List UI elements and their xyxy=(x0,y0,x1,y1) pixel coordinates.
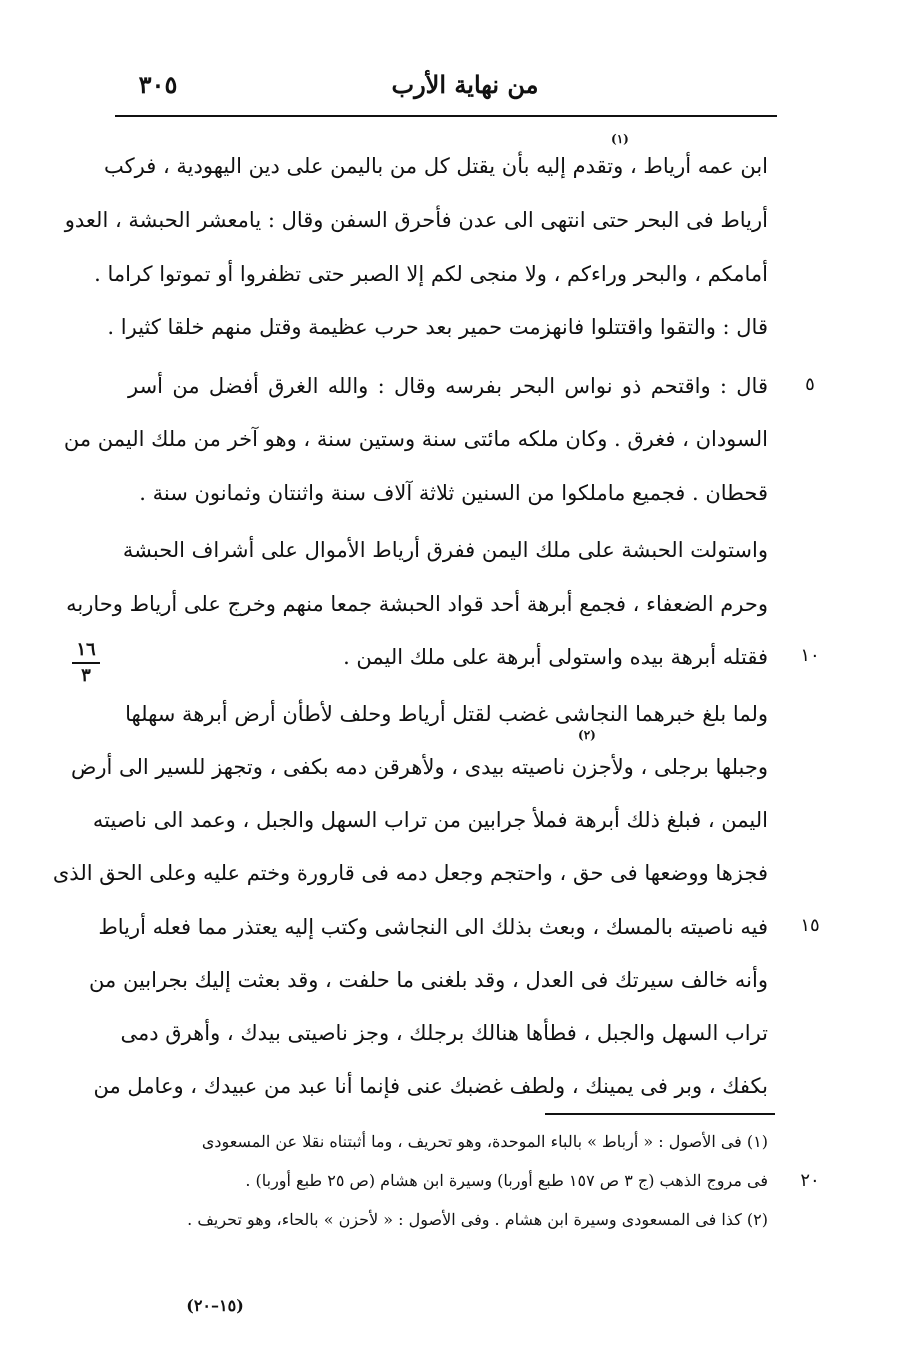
margin-line-number-10: ١٠ xyxy=(800,645,820,666)
body-line-1: ابن عمه أرياط ، وتقدم إليه بأن يقتل كل من باليمن على دين اليهودية ، فركب xyxy=(104,154,768,178)
body-line-4: قال : والتقوا واقتتلوا فانهزمت حمير بعد حرب عظيمة وقتل منهم خلقا كثيرا . xyxy=(107,315,768,339)
body-line-10: فقتله أبرهة بيده واستولى أبرهة على ملك اليمن . xyxy=(343,645,768,669)
body-line-9: وحرم الضعفاء ، فجمع أبرهة أحد قواد الحبشة جمعا منهم وخرج على أرياط وحاربه xyxy=(66,592,768,616)
footnote-ref-1: (١) xyxy=(611,132,629,146)
header-divider xyxy=(115,115,777,117)
margin-line-number-15: ١٥ xyxy=(800,915,820,936)
printer-signature: (١٥–٢٠) xyxy=(186,1296,244,1315)
signature-mark xyxy=(68,640,104,686)
body-line-7: قحطان . فجميع ماملكوا من السنين ثلاثة آلاف سنة واثنتان وثمانون سنة . xyxy=(139,481,768,505)
body-line-16: وأنه خالف سيرتك فى العدل ، وقد بلغنى ما حلفت ، وقد بعثت إليك بجرابين من xyxy=(89,968,768,992)
footnote-divider xyxy=(545,1113,775,1115)
footnote-ref-2: (٢) xyxy=(578,728,596,742)
body-line-14: فجزها ووضعها فى حق ، واحتجم وجعل دمه فى قارورة وختم عليه وعلى الحق الذى xyxy=(52,861,768,885)
body-line-12: وجبلها برجلى ، ولأجزن ناصيته بيدى ، ولأهرقن دمه بكفى ، وتجهز للسير الى أرض xyxy=(70,755,768,779)
margin-line-number-5: ٥ xyxy=(805,374,815,395)
footnote-1-line-1: (١) فى الأصول : « أرباط » بالباء الموحدة، وهو تحريف ، وما أثبتناه نقلا عن المسعودى xyxy=(201,1132,768,1151)
footnote-1-line-2: فى مروج الذهب (ج ٣ ص ١٥٧ طبع أوربا) وسيرة ابن هشام (ص ٢٥ طبع أوربا) . xyxy=(245,1171,768,1190)
footnote-2: (٢) كذا فى المسعودى وسيرة ابن هشام . وفى الأصول : « لأحزن » بالحاء، وهو تحريف . xyxy=(187,1210,768,1229)
signature-mark-bottom: ٣ xyxy=(81,665,91,686)
signature-mark-rule xyxy=(72,662,100,664)
body-line-8: واستولت الحبشة على ملك اليمن ففرق أرياط الأموال على أشراف الحبشة xyxy=(122,538,768,562)
signature-mark-top: ١٦ xyxy=(76,639,96,660)
body-line-13: اليمن ، فبلغ ذلك أبرهة فملأ جرابين من تراب السهل والجبل ، وعمد الى ناصيته xyxy=(92,808,768,832)
body-line-2: أرياط فى البحر حتى انتهى الى عدن فأحرق السفن وقال : يامعشر الحبشة ، العدو xyxy=(64,208,768,232)
body-line-6: السودان ، فغرق . وكان ملكه مائتى سنة وستين سنة ، وهو آخر من ملك اليمن من xyxy=(63,427,768,451)
body-line-17: تراب السهل والجبل ، فطأها هنالك برجلك ، وجز ناصيتى بيدك ، وأهرق دمى xyxy=(120,1021,768,1045)
body-line-3: أمامكم ، والبحر وراءكم ، ولا منجى لكم إلا الصبر حتى تظفروا أو تموتوا كراما . xyxy=(94,262,768,286)
body-line-15: فيه ناصيته بالمسك ، وبعث بذلك الى النجاشى وكتب إليه يعتذر مما فعله أرياط xyxy=(98,915,768,939)
body-line-11: ولما بلغ خبرهما النجاشى غضب لقتل أرياط وحلف لأطأن أرض أبرهة سهلها xyxy=(125,702,768,726)
page-number: ٣٠٥ xyxy=(138,70,178,99)
body-line-18: بكفك ، وبر فى يمينك ، ولطف غضبك عنى فإنما أنا عبد من عبيدك ، وعامل من xyxy=(93,1074,768,1098)
body-line-5: قال : واقتحم ذو نواس البحر بفرسه وقال : والله الغرق أفضل من أسر xyxy=(128,374,768,398)
margin-line-number-20: ٢٠ xyxy=(800,1170,820,1191)
running-head-title: من نهاية الأرب xyxy=(391,70,539,99)
